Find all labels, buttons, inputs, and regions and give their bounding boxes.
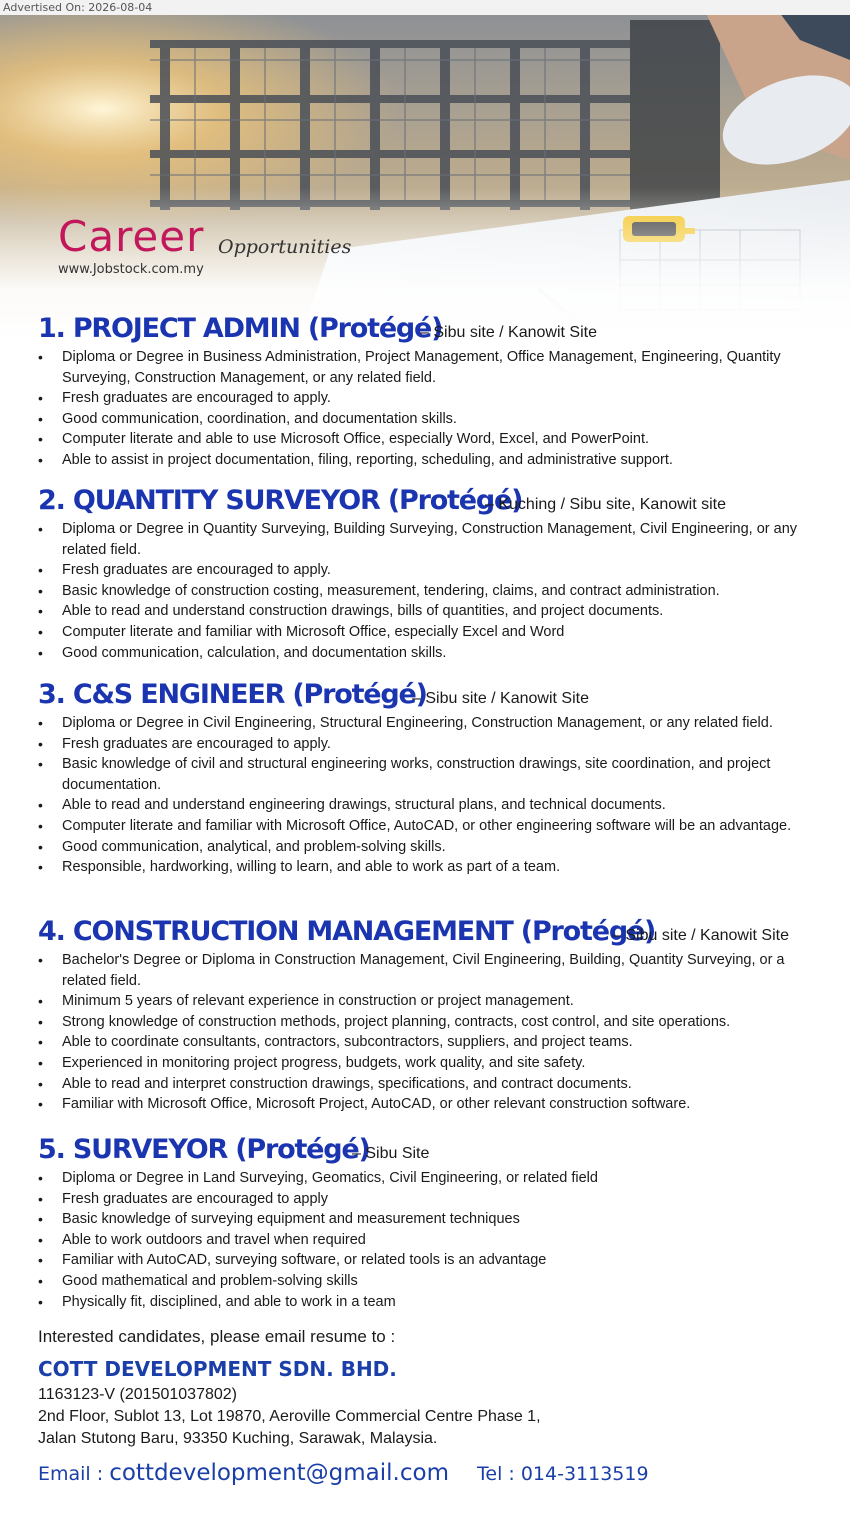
requirement-item: • Fresh graduates are encouraged to apply. [0, 734, 850, 755]
requirement-item: • Able to work outdoors and travel when required [0, 1230, 850, 1251]
requirement-item: • Able to coordinate consultants, contractors, subcontractors, suppliers, and project teams. [0, 1032, 850, 1053]
opportunities-script: Opportunities [218, 236, 352, 258]
contact-details [38, 1460, 828, 1486]
job-section-project-admin [0, 310, 850, 471]
requirement-item: • Bachelor's Degree or Diploma in Construction Management, Civil Engineering, Building, Quantity Surveying, or a related field. [0, 950, 850, 991]
requirement-list [0, 713, 850, 878]
job-header [0, 676, 850, 710]
job-location: – Sibu site / Kanowit Site [612, 927, 789, 944]
advertised-strip [0, 0, 850, 15]
job-location: – Sibu Site [352, 1145, 430, 1162]
requirement-item: • Basic knowledge of construction costing, measurement, tendering, claims, and contract administration. [0, 581, 850, 602]
job-location: – Kuching / Sibu site, Kanowit site [485, 496, 727, 513]
requirement-item: • Able to read and understand construction drawings, bills of quantities, and project documents. [0, 601, 850, 622]
requirement-list [0, 950, 850, 1115]
requirement-item: • Basic knowledge of surveying equipment and measurement techniques [0, 1209, 850, 1230]
advertised-date: Advertised On: 2026-08-04 [3, 1, 153, 14]
requirement-item: • Able to assist in project documentation, filing, reporting, scheduling, and administrative support. [0, 450, 850, 471]
contact-block [38, 1326, 828, 1486]
construction-site-image [0, 0, 850, 340]
requirement-item: • Good communication, coordination, and documentation skills. [0, 409, 850, 430]
address-line-2: Jalan Stutong Baru, 93350 Kuching, Sarawak, Malaysia. [38, 1430, 438, 1447]
requirement-item: • Diploma or Degree in Business Administration, Project Management, Office Management, Engineering, Quantity Surveying, Construction Management, or any related field. [0, 347, 850, 388]
requirement-list [0, 519, 850, 663]
requirement-item: • Responsible, hardworking, willing to learn, and able to work as part of a team. [0, 857, 850, 878]
requirement-item: • Strong knowledge of construction methods, project planning, contracts, cost control, and site operations. [0, 1012, 850, 1033]
header-banner [0, 0, 850, 340]
company-registration: 1163123-V (201501037802) [38, 1386, 237, 1403]
job-section-cs-engineer [0, 676, 850, 878]
requirement-item: • Diploma or Degree in Quantity Surveying, Building Surveying, Construction Management, Civil Engineering, or any related field. [0, 519, 850, 560]
address-line-1: 2nd Floor, Sublot 13, Lot 19870, Aeroville Commercial Centre Phase 1, [38, 1408, 541, 1425]
requirement-item: • Physically fit, disciplined, and able to work in a team [0, 1292, 850, 1313]
requirement-item: • Experienced in monitoring project progress, budgets, work quality, and site safety. [0, 1053, 850, 1074]
requirement-item: • Able to read and interpret construction drawings, specifications, and contract documents. [0, 1074, 850, 1095]
job-location: – Sibu site / Kanowit Site [412, 690, 589, 707]
requirement-item: • Good communication, calculation, and documentation skills. [0, 643, 850, 664]
requirement-item: • Minimum 5 years of relevant experience in construction or project management. [0, 991, 850, 1012]
requirement-item: • Basic knowledge of civil and structural engineering works, construction drawings, site coordination, and project documentation. [0, 754, 850, 795]
job-section-surveyor [0, 1131, 850, 1312]
tel-label: Tel : [477, 1463, 521, 1485]
job-title: 3. C&S ENGINEER (Protégé) [38, 679, 427, 710]
job-section-quantity-surveyor [0, 482, 850, 663]
job-title: 1. PROJECT ADMIN (Protégé) [38, 313, 443, 344]
requirement-item: • Familiar with Microsoft Office, Microsoft Project, AutoCAD, or other relevant construction software. [0, 1094, 850, 1115]
job-location: – Sibu site / Kanowit Site [420, 324, 597, 341]
job-header [0, 1131, 850, 1165]
requirement-item: • Computer literate and familiar with Microsoft Office, especially Excel and Word [0, 622, 850, 643]
job-title: 2. QUANTITY SURVEYOR (Protégé) [38, 485, 523, 516]
career-heading: Career [58, 212, 205, 261]
requirement-item: • Diploma or Degree in Land Surveying, Geomatics, Civil Engineering, or related field [0, 1168, 850, 1189]
requirement-item: • Fresh graduates are encouraged to apply. [0, 388, 850, 409]
requirement-list [0, 347, 850, 471]
tel-number[interactable]: 014-3113519 [520, 1463, 649, 1485]
job-header [0, 310, 850, 344]
requirement-item: • Fresh graduates are encouraged to apply. [0, 560, 850, 581]
requirement-item: • Able to read and understand engineering drawings, structural plans, and technical documents. [0, 795, 850, 816]
email-label: Email : [38, 1463, 110, 1485]
apply-instruction: Interested candidates, please email resume to : [38, 1327, 396, 1346]
job-header [0, 913, 850, 947]
requirement-item: • Fresh graduates are encouraged to apply [0, 1189, 850, 1210]
requirement-item: • Good communication, analytical, and problem-solving skills. [0, 837, 850, 858]
company-name: COTT DEVELOPMENT SDN. BHD. [38, 1357, 397, 1381]
site-url: www.Jobstock.com.my [58, 262, 204, 277]
requirement-item: • Diploma or Degree in Civil Engineering, Structural Engineering, Construction Management, or any related field. [0, 713, 850, 734]
job-header [0, 482, 850, 516]
requirement-item: • Familiar with AutoCAD, surveying software, or related tools is an advantage [0, 1250, 850, 1271]
job-title: 4. CONSTRUCTION MANAGEMENT (Protégé) [38, 916, 656, 947]
email-link[interactable]: cottdevelopment@gmail.com [109, 1460, 449, 1486]
requirement-list [0, 1168, 850, 1312]
job-title: 5. SURVEYOR (Protégé) [38, 1134, 370, 1165]
requirement-item: • Computer literate and familiar with Microsoft Office, AutoCAD, or other engineering software will be an advantage. [0, 816, 850, 837]
requirement-item: • Computer literate and able to use Microsoft Office, especially Word, Excel, and PowerPoint. [0, 429, 850, 450]
requirement-item: • Good mathematical and problem-solving skills [0, 1271, 850, 1292]
job-section-construction-management [0, 913, 850, 1115]
